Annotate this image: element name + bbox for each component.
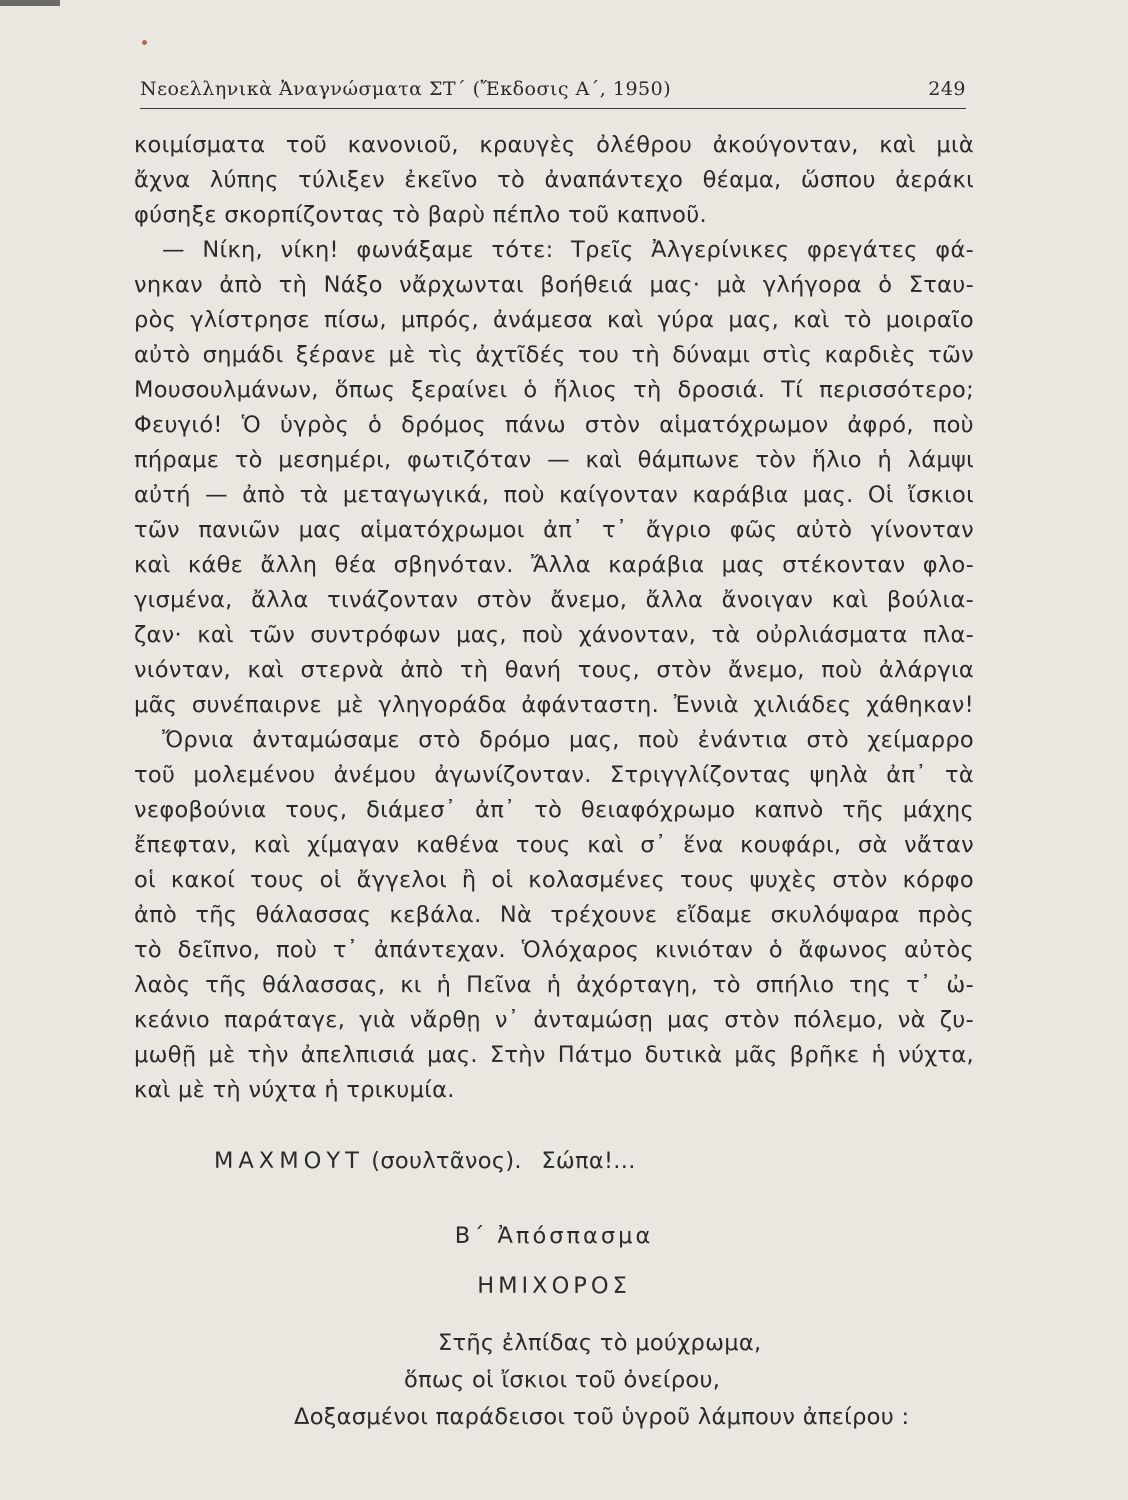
text-line: ἄχνα λύπης τύλιξεν ἐκεῖνο τὸ ἀναπάντεχο θέαμα, ὥσπου ἀεράκι [134, 167, 974, 193]
stage-direction: (σουλτᾶνος). [371, 1148, 522, 1174]
chorus-label: ΗΜΙΧΟΡΟΣ [477, 1273, 631, 1299]
text-line: γισμένα, ἄλλα τινάζονταν στὸν ἄνεμο, ἄλλα ἄνοιγαν καὶ βούλια- [134, 587, 974, 613]
running-title: Νεοελληνικὰ Ἀναγνώσματα ΣΤ΄ (Ἔκδοσις Α΄, 1950) [140, 78, 672, 100]
verse-block [134, 1325, 974, 1436]
ink-dot [142, 40, 147, 45]
section-title: Β΄ Ἀπόσπασμα [454, 1223, 654, 1249]
text-line: ἔπεφταν, καὶ χίμαγαν καθένα τους καὶ σ᾽ ἕνα κουφάρι, σὰ νἄταν [134, 832, 974, 858]
text-line: Ὄρνια ἀνταμώσαμε στὸ δρόμο μας, ποὺ ἐνάντια στὸ χείμαρρο [162, 727, 974, 753]
text-line: — Νίκη, νίκη! φωνάξαμε τότε: Τρεῖς Ἀλγερίνικες φρεγάτες φά- [162, 237, 974, 263]
text-line: μᾶς συνέπαιρνε μὲ γληγοράδα ἀφάνταστη. Ἐννιὰ χιλιάδες χάθηκαν! [134, 692, 974, 718]
text-line: καὶ κάθε ἄλλη θέα σβηνόταν. Ἄλλα καράβια μας στέκονταν φλο- [134, 552, 974, 578]
text-line: κεάνιο παράταγε, γιὰ νἄρθῃ ν᾽ ἀνταμώσῃ μας στὸν πόλεμο, νὰ ζυ- [134, 1007, 974, 1033]
verse-line: ὅπως οἱ ἴσκιοι τοῦ ὀνείρου, [404, 1367, 721, 1393]
text-line: ἀπὸ τῆς θάλασσας κεβάλα. Νὰ τρέχουνε εἴδαμε σκυλόψαρα πρὸς [134, 902, 974, 928]
text-line: πήραμε τὸ μεσημέρι, φωτιζόταν — καὶ θάμπωνε τὸν ἥλιο ἡ λάμψι [134, 447, 974, 473]
speech: Σώπα!... [541, 1148, 636, 1174]
page-header [140, 78, 966, 108]
text-line: κοιμίσματα τοῦ κανονιοῦ, κραυγὲς ὀλέθρου ἀκούγονταν, καὶ μιὰ [134, 132, 974, 158]
text-line: τὸ δεῖπνο, ποὺ τ᾽ ἀπάντεχαν. Ὁλόχαρος κινιόταν ὁ ἄφωνος αὐτὸς [134, 937, 974, 963]
text-line: οἱ κακοί τους οἱ ἄγγελοι ἢ οἱ κολασμένες τους ψυχὲς στὸν κόρφο [134, 867, 974, 893]
page-number: 249 [928, 78, 966, 100]
text-line: νεφοβούνια τους, διάμεσ᾽ ἀπ᾽ τὸ θειαφόχρωμο καπνὸ τῆς μάχης [134, 797, 974, 823]
scan-edge-mark [0, 0, 60, 6]
text-line: αὐτή — ἀπὸ τὰ μεταγωγικά, ποὺ καίγονταν καράβια μας. Οἱ ἴσκιοι [134, 482, 974, 508]
text-line: νιόνταν, καὶ στερνὰ ἀπὸ τὴ θανή τους, στὸν ἄνεμο, ποὺ ἀλάργια [134, 657, 974, 683]
text-line: καὶ μὲ τὴ νύχτα ἡ τρικυμία. [134, 1077, 455, 1103]
speaker-line [134, 1148, 1054, 1174]
text-line: ρὸς γλίστρησε πίσω, μπρός, ἀνάμεσα καὶ γύρα μας, καὶ τὸ μοιραῖο [134, 307, 974, 333]
text-line: αὐτὸ σημάδι ξέρανε μὲ τὶς ἀχτῖδές του τὴ δύναμι στὶς καρδιὲς τῶν [134, 342, 974, 368]
verse-line: Δοξασμένοι παράδεισοι τοῦ ὑγροῦ λάμπουν ἀπείρου : [294, 1404, 910, 1430]
verse-line: Στῆς ἐλπίδας τὸ μούχρωμα, [438, 1330, 762, 1356]
text-line: φύσηξε σκορπίζοντας τὸ βαρὺ πέπλο τοῦ καπνοῦ. [134, 202, 708, 228]
text-line: μωθῇ μὲ τὴν ἀπελπισιά μας. Στὴν Πάτμο δυτικὰ μᾶς βρῆκε ἡ νύχτα, [134, 1042, 974, 1068]
text-line: Μουσουλμάνων, ὅπως ξεραίνει ὁ ἥλιος τὴ δροσιά. Τί περισσότερο; [134, 377, 974, 403]
prose-body [134, 128, 974, 1108]
text-line: ζαν· καὶ τῶν συντρόφων μας, ποὺ χάνονταν, τὰ οὐρλιάσματα πλα- [134, 622, 974, 648]
text-line: Φευγιό! Ὁ ὑγρὸς ὁ δρόμος πάνω στὸν αἱματόχρωμον ἀφρό, ποὺ [134, 412, 974, 438]
header-rule [140, 108, 966, 109]
speaker-name: ΜΑΧΜΟΥΤ [214, 1148, 364, 1174]
text-line: νηκαν ἀπὸ τὴ Νάξο νἄρχωνται βοήθειά μας· μὰ γλήγορα ὁ Σταυ- [134, 272, 974, 298]
text-line: λαὸς τῆς θάλασσας, κι ἡ Πεῖνα ἡ ἀχόρταγη, τὸ σπήλιο της τ᾽ ὠ- [134, 972, 974, 998]
text-line: τοῦ μολεμένου ἀνέμου ἀγωνίζονταν. Στριγγλίζοντας ψηλὰ ἀπ᾽ τὰ [134, 762, 974, 788]
text-line: τῶν πανιῶν μας αἱματόχρωμοι ἀπ᾽ τ᾽ ἄγριο φῶς αὐτὸ γίνονταν [134, 517, 974, 543]
